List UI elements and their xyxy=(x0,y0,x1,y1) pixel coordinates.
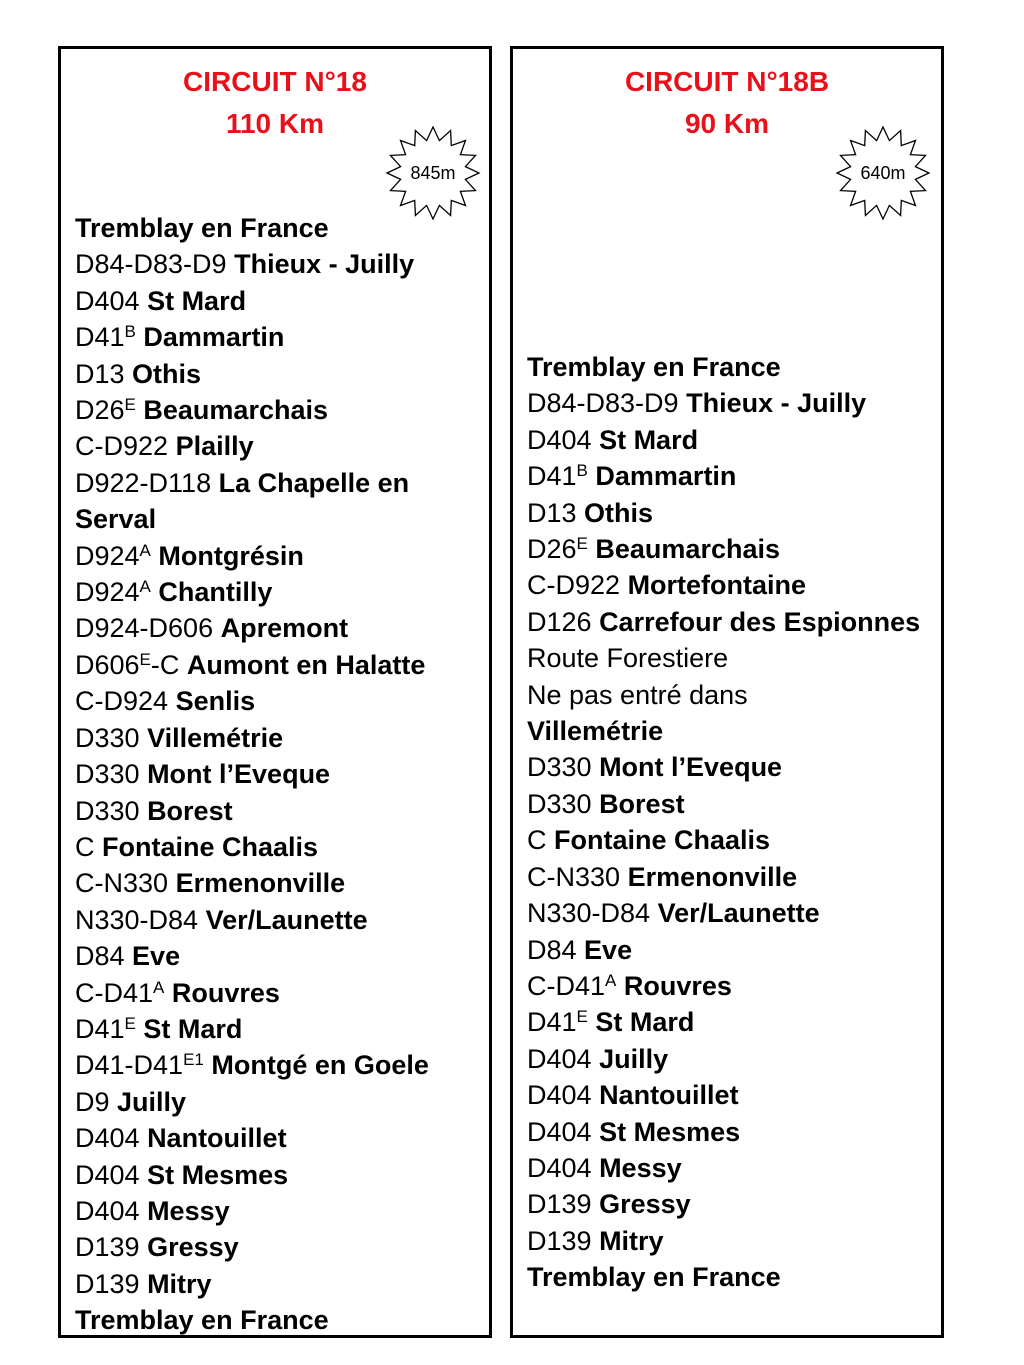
place-name: Mitry xyxy=(599,1225,664,1256)
road-code: C-N330 xyxy=(527,861,621,892)
route-step xyxy=(527,677,933,713)
place-name: La Chapelle en Serval xyxy=(75,467,410,535)
route-step xyxy=(75,428,481,464)
place-name: Messy xyxy=(147,1195,230,1226)
place-name: St Mard xyxy=(143,1013,243,1044)
place-name: Mont l’Eveque xyxy=(599,752,783,783)
place-name: Eve xyxy=(132,941,181,972)
road-code: D41 xyxy=(75,322,125,353)
place-name: Messy xyxy=(599,1152,682,1183)
route-step xyxy=(75,392,481,428)
circuit-name: CIRCUIT N°18 xyxy=(183,66,367,97)
circuit-distance: 110 Km xyxy=(225,108,325,139)
circuit-card-18b xyxy=(510,46,944,1338)
road-code: D139 xyxy=(75,1268,140,1299)
road-code: D922-D118 xyxy=(75,467,212,498)
place-name: St Mard xyxy=(595,1007,695,1038)
route-step xyxy=(75,938,481,974)
route-step xyxy=(527,495,933,531)
place-name: Plailly xyxy=(175,431,254,462)
road-suffix: E xyxy=(576,534,588,554)
place-name: Ermenonville xyxy=(175,868,346,899)
road-code: D404 xyxy=(527,1043,592,1074)
road-code: D41 xyxy=(75,1013,125,1044)
route-step xyxy=(75,1084,481,1120)
place-name: Villemétrie xyxy=(527,716,664,747)
route-step xyxy=(527,604,933,640)
place-name: Othis xyxy=(584,497,654,528)
road-suffix: A xyxy=(139,577,151,597)
route-step xyxy=(75,975,481,1011)
route-step xyxy=(527,458,933,494)
route-step xyxy=(527,1259,933,1295)
road-code: D404 xyxy=(527,1080,592,1111)
road-code: D84 xyxy=(75,941,125,972)
place-name: Dammartin xyxy=(595,461,737,492)
road-code: C-D922 xyxy=(527,570,621,601)
place-name: Gressy xyxy=(599,1189,691,1220)
road-code: D139 xyxy=(527,1189,592,1220)
route-step xyxy=(527,1004,933,1040)
place-name: Rouvres xyxy=(623,970,732,1001)
road-code: C-D922 xyxy=(75,431,169,462)
road-code: C-D41 xyxy=(527,970,606,1001)
road-suffix: E xyxy=(124,395,136,415)
route-step xyxy=(527,713,933,749)
route-step xyxy=(527,1077,933,1113)
route-step xyxy=(75,720,481,756)
route-step xyxy=(75,319,481,355)
road-code: D924-D606 xyxy=(75,613,214,644)
road-code: D41 xyxy=(527,1007,577,1038)
place-name: Thieux - Juilly xyxy=(686,388,867,419)
place-name: Villemétrie xyxy=(147,722,284,753)
road-code: D404 xyxy=(75,1123,140,1154)
road-code: D26 xyxy=(75,395,125,426)
road-code: D13 xyxy=(527,497,577,528)
route-step xyxy=(75,574,481,610)
route-list xyxy=(527,349,933,1296)
route-step xyxy=(75,1229,481,1265)
route-step xyxy=(75,246,481,282)
circuit-card-18 xyxy=(58,46,492,1338)
route-step xyxy=(527,385,933,421)
route-step xyxy=(527,968,933,1004)
place-name: Ver/Launette xyxy=(205,904,368,935)
place-name: Beaumarchais xyxy=(595,534,780,565)
route-step xyxy=(527,822,933,858)
route-step xyxy=(75,610,481,646)
route-step xyxy=(527,1186,933,1222)
road-code: C-N330 xyxy=(75,868,169,899)
road-code: D41-D41 xyxy=(75,1050,184,1081)
place-name: Borest xyxy=(147,795,233,826)
road-code: D330 xyxy=(75,722,140,753)
route-step xyxy=(75,1047,481,1083)
route-step xyxy=(75,465,481,538)
road-code: D330 xyxy=(527,788,592,819)
road-code: D924 xyxy=(75,540,140,571)
place-name: Borest xyxy=(599,788,685,819)
place-name: Beaumarchais xyxy=(143,395,328,426)
road-code: Route Forestiere xyxy=(527,643,729,674)
altitude-value: 640m xyxy=(860,163,906,183)
place-name: Gressy xyxy=(147,1232,239,1263)
place-name: St Mesmes xyxy=(599,1116,741,1147)
road-code: D404 xyxy=(75,1159,140,1190)
road-code: D84 xyxy=(527,934,577,965)
route-step xyxy=(75,683,481,719)
route-step xyxy=(75,1193,481,1229)
road-code: D924 xyxy=(75,577,140,608)
road-code: D126 xyxy=(527,606,592,637)
place-name: Juilly xyxy=(117,1086,187,1117)
route-step xyxy=(527,859,933,895)
road-code: C xyxy=(75,831,95,862)
route-step xyxy=(527,531,933,567)
road-code: C-D924 xyxy=(75,686,169,717)
road-code: C-D41 xyxy=(75,977,154,1008)
route-step xyxy=(75,756,481,792)
road-code: D26 xyxy=(527,534,577,565)
route-step xyxy=(527,932,933,968)
route-step xyxy=(75,538,481,574)
place-name: Chantilly xyxy=(158,577,273,608)
altitude-badge xyxy=(835,125,931,221)
place-name: Mont l’Eveque xyxy=(147,759,331,790)
road-code: D9 xyxy=(75,1086,110,1117)
route-step xyxy=(527,422,933,458)
place-name: Tremblay en France xyxy=(527,352,781,382)
route-step xyxy=(527,786,933,822)
place-name: Mitry xyxy=(147,1268,212,1299)
route-step xyxy=(527,1114,933,1150)
place-name: Thieux - Juilly xyxy=(234,249,415,280)
route-step xyxy=(75,210,481,246)
route-step xyxy=(75,829,481,865)
circuit-name: CIRCUIT N°18B xyxy=(624,66,830,97)
road-code: D404 xyxy=(527,1152,592,1183)
route-step xyxy=(527,567,933,603)
road-suffix: A xyxy=(139,540,151,560)
place-name: Tremblay en France xyxy=(75,1305,329,1336)
place-name: Juilly xyxy=(599,1043,669,1074)
altitude-badge xyxy=(385,125,481,221)
road-code: C xyxy=(527,825,547,856)
road-code: D13 xyxy=(75,358,125,389)
route-step xyxy=(75,356,481,392)
place-name: Tremblay en France xyxy=(527,1262,781,1293)
place-name: Ver/Launette xyxy=(657,898,820,929)
route-step xyxy=(75,793,481,829)
place-name: St Mard xyxy=(147,285,247,316)
place-name: Rouvres xyxy=(171,977,280,1008)
road-suffix: E xyxy=(124,1013,136,1033)
place-name: Fontaine Chaalis xyxy=(102,831,319,862)
road-code-extra: -C xyxy=(150,649,180,680)
route-step xyxy=(527,895,933,931)
place-name: Senlis xyxy=(175,686,256,717)
road-code: N330-D84 xyxy=(527,898,651,929)
road-code: Ne pas entré dans xyxy=(527,679,748,710)
place-name: Nantouillet xyxy=(599,1080,739,1111)
route-step xyxy=(75,1302,481,1338)
route-step xyxy=(75,647,481,683)
route-step xyxy=(75,865,481,901)
road-code: D139 xyxy=(527,1225,592,1256)
place-name: Ermenonville xyxy=(627,861,798,892)
route-list xyxy=(75,210,481,1339)
place-name: Aumont en Halatte xyxy=(186,649,426,680)
road-code: D330 xyxy=(75,795,140,826)
altitude-value: 845m xyxy=(410,163,456,183)
road-suffix: B xyxy=(576,461,588,481)
road-code: D404 xyxy=(75,1195,140,1226)
road-code: D84-D83-D9 xyxy=(75,249,227,280)
road-suffix: A xyxy=(153,977,165,997)
route-step xyxy=(75,283,481,319)
road-code: D41 xyxy=(527,461,577,492)
place-name: Dammartin xyxy=(143,322,285,353)
road-code: D139 xyxy=(75,1232,140,1263)
place-name: St Mard xyxy=(599,424,699,455)
road-code: D330 xyxy=(527,752,592,783)
road-suffix: A xyxy=(605,970,617,990)
place-name: Montgé en Goele xyxy=(211,1050,429,1081)
road-code: D404 xyxy=(527,424,592,455)
road-suffix: E xyxy=(576,1007,588,1027)
road-code: D606 xyxy=(75,649,140,680)
place-name: Nantouillet xyxy=(147,1123,287,1154)
route-step xyxy=(527,1223,933,1259)
route-step xyxy=(75,902,481,938)
road-suffix: E1 xyxy=(183,1050,204,1070)
place-name: Tremblay en France xyxy=(75,213,329,243)
route-step xyxy=(75,1266,481,1302)
place-name: St Mesmes xyxy=(147,1159,289,1190)
road-suffix: B xyxy=(124,322,136,342)
circuit-distance: 90 Km xyxy=(684,108,770,139)
place-name: Carrefour des Espionnes xyxy=(599,606,921,637)
route-step xyxy=(527,1150,933,1186)
place-name: Fontaine Chaalis xyxy=(554,825,771,856)
route-step xyxy=(527,640,933,676)
road-suffix: E xyxy=(139,649,151,669)
place-name: Eve xyxy=(584,934,633,965)
route-step xyxy=(75,1120,481,1156)
road-code: D84-D83-D9 xyxy=(527,388,679,419)
road-code: D404 xyxy=(527,1116,592,1147)
place-name: Montgrésin xyxy=(158,540,304,571)
place-name: Mortefontaine xyxy=(627,570,807,601)
place-name: Apremont xyxy=(220,613,349,644)
route-step xyxy=(527,349,933,385)
route-step xyxy=(527,749,933,785)
road-code: N330-D84 xyxy=(75,904,199,935)
route-step xyxy=(75,1157,481,1193)
route-step xyxy=(527,1041,933,1077)
road-code: D330 xyxy=(75,759,140,790)
route-step xyxy=(75,1011,481,1047)
road-code: D404 xyxy=(75,285,140,316)
place-name: Othis xyxy=(132,358,202,389)
